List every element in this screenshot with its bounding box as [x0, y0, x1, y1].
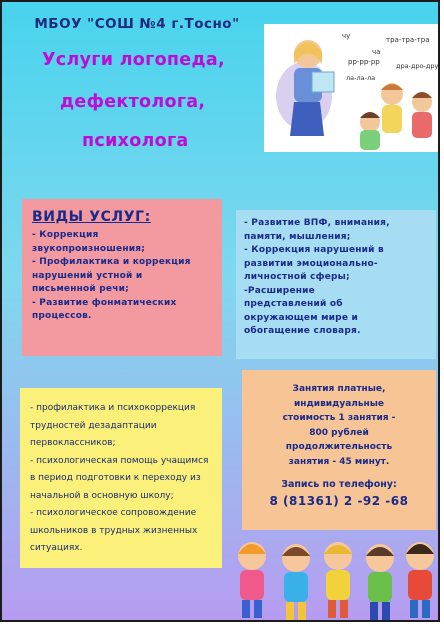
speech-therapist-illustration — [264, 24, 440, 152]
child-figure-5 — [406, 542, 434, 618]
development-list: - Развитие ВПФ, внимания, памяти, мышления; - Коррекция нарушений в развитии эмоционально- личностной сферы; -Расширение представлений об окружающем мире и обогащение словаря. — [244, 218, 390, 336]
child-body-1 — [382, 105, 402, 133]
child-figure-1 — [238, 542, 266, 618]
svg-text:чу: чу — [342, 32, 351, 40]
services-heading: ВИДЫ УСЛУГ: — [32, 209, 151, 225]
title-line-3: психолога — [82, 131, 189, 151]
picture-book — [312, 72, 334, 92]
title-line-2: дефектолога, — [60, 92, 206, 112]
title-line-1: Услуги логопеда, — [42, 50, 225, 70]
children-illustration — [230, 534, 440, 622]
svg-text:рр-рр-рр: рр-рр-рр — [348, 58, 380, 66]
child-figure-2 — [282, 544, 310, 620]
phone-number: 8 (81361) 2 -92 -68 — [269, 494, 409, 508]
happy-children-image — [230, 534, 440, 622]
child-body-2 — [412, 112, 432, 138]
services-box — [22, 199, 222, 356]
phone-label: Запись по телефону: — [281, 479, 397, 490]
psychology-list: - профилактика и психокоррекция трудностей дезадаптации первоклассников; - психологическая помощь учащимся в период подготовки к переходу из начальной в основную школу; - психологическое сопровождение школьников в трудных жизненных ситуациях. — [30, 403, 209, 553]
development-box — [236, 210, 436, 359]
child-body-3 — [360, 130, 380, 150]
teacher-with-children-image — [264, 24, 440, 152]
pricing-text: Занятия платные, индивидуальные стоимость 1 занятия - 800 рублей продолжительность занятия - 45 минут. — [282, 384, 396, 467]
svg-text:дра-дро-дру: дра-дро-дру — [396, 62, 439, 70]
child-figure-4 — [366, 544, 394, 620]
pricing-box — [242, 370, 436, 530]
svg-text:ла-ла-ла: ла-ла-ла — [346, 74, 376, 82]
school-name: МБОУ "СОШ №4 г.Тосно" — [34, 16, 240, 32]
services-list: - Коррекция звукопроизношения; - Профилактика и коррекция нарушений устной и письменной речи; - Развитие фонматических процессов. — [32, 230, 191, 321]
child-figure-3 — [324, 542, 352, 618]
psychology-box — [20, 388, 222, 568]
svg-text:ча: ча — [372, 48, 381, 56]
svg-text:тра-тра-тра: тра-тра-тра — [386, 36, 430, 44]
